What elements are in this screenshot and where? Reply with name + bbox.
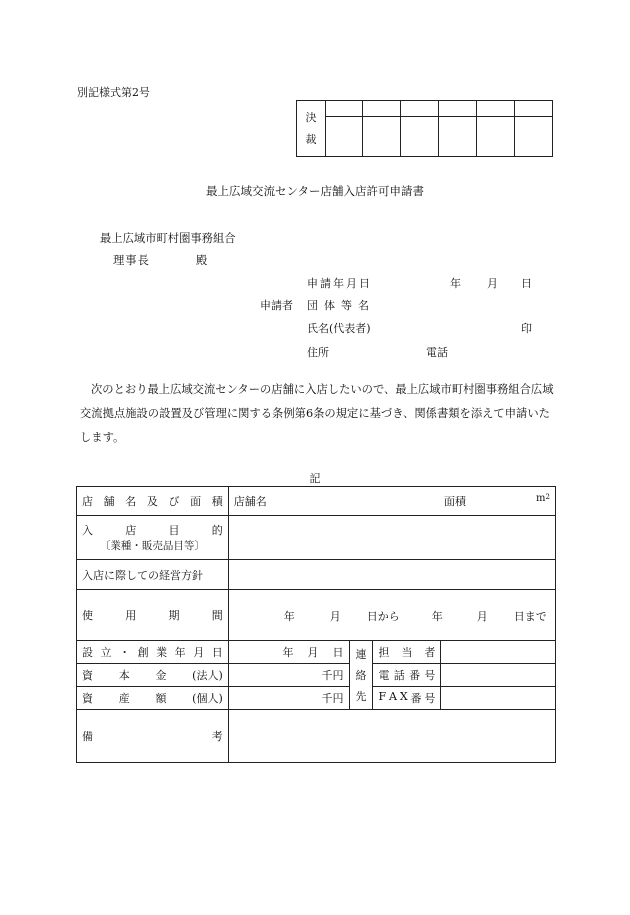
- label-char: X: [399, 690, 408, 703]
- purpose-label-cell: [77, 516, 229, 560]
- approval-label-1: 決: [305, 110, 317, 124]
- stamp-header-cell: [515, 101, 553, 117]
- label-char: A: [389, 690, 397, 703]
- application-date-label: 申請年月日: [307, 277, 372, 290]
- area-unit-sup: 2: [545, 493, 550, 501]
- label-char: 年: [174, 646, 186, 659]
- label-char: 番: [409, 669, 421, 682]
- label-char: 創: [137, 646, 149, 659]
- period-end-year: 年: [431, 610, 443, 623]
- label-char: 本: [118, 669, 130, 682]
- label-char: 面: [190, 495, 202, 508]
- contact-label: [350, 644, 373, 707]
- label-char: (法人): [192, 669, 223, 682]
- contact-person-label-cell: [373, 641, 441, 664]
- period-start-month: 月: [329, 610, 341, 623]
- label-char: 産: [118, 692, 130, 705]
- store-name-area-label-cell: [77, 487, 229, 516]
- label-char: (個人): [192, 692, 223, 705]
- capital-label: [82, 667, 223, 683]
- stamp-cell: [363, 117, 401, 157]
- policy-label: 入店に際しての経営方針: [82, 568, 203, 582]
- established-label-cell: [77, 641, 229, 664]
- label-char: 話: [393, 669, 405, 682]
- assets-value-cell: [228, 687, 349, 710]
- store-name-label: 店舗名: [233, 495, 267, 508]
- document-title: 最上広域交流センター店舗入店許可申請書: [205, 184, 425, 198]
- form-number: 別記様式第2号: [77, 86, 150, 99]
- address-label: 住所: [307, 346, 329, 359]
- label-char: び: [168, 495, 180, 508]
- addressee-honorific: 殿: [196, 254, 208, 267]
- label-char: 店: [82, 495, 93, 508]
- label-char: 資: [82, 692, 93, 705]
- remarks-label: [82, 728, 223, 744]
- assets-label-cell: [77, 687, 229, 710]
- label-char: 間: [211, 609, 223, 622]
- store-name-area-label: [82, 493, 223, 509]
- date-day-unit: 日: [521, 277, 532, 290]
- stamp-header-cell: [326, 101, 363, 117]
- capital-label-cell: [77, 664, 229, 687]
- area-label: 面積: [444, 495, 467, 508]
- label-char: 号: [424, 669, 436, 682]
- established-label: [82, 644, 223, 660]
- label-char: 備: [82, 730, 93, 743]
- contact-label-cell: [349, 641, 373, 710]
- ki-label: 記: [309, 472, 321, 485]
- phone-label: 電話: [426, 346, 448, 359]
- period-row: [234, 608, 550, 622]
- established-value-cell: [228, 641, 349, 664]
- label-char: 使: [82, 609, 93, 622]
- label-char: 積: [211, 495, 223, 508]
- stamp-header-cell: [363, 101, 401, 117]
- addressee-org: 最上広域市町村圏事務組合: [100, 232, 236, 245]
- contact-label-char: 絡: [355, 668, 367, 682]
- approval-label: [297, 101, 326, 157]
- label-char: 担: [378, 646, 390, 659]
- group-name-label: 団体等名: [307, 299, 375, 312]
- contact-fax-value-cell: [441, 687, 556, 710]
- label-char: 額: [155, 692, 167, 705]
- store-name-area-cell: [228, 487, 555, 516]
- label-char: 店: [125, 524, 137, 537]
- label-char: 入: [82, 524, 93, 537]
- area-unit-m: m: [536, 493, 546, 504]
- contact-fax-label: [378, 690, 435, 706]
- established-month-unit: 月: [307, 646, 319, 659]
- assets-unit: 千円: [321, 692, 344, 705]
- label-char: 号: [424, 692, 436, 705]
- addressee-title: 理事長: [113, 254, 150, 267]
- stamp-cell: [326, 117, 363, 157]
- period-from: 日から: [366, 610, 400, 623]
- approval-label-2: 裁: [305, 132, 317, 146]
- contact-fax-label-cell: [373, 687, 441, 710]
- label-char: 電: [378, 669, 390, 682]
- contact-phone-value-cell: [441, 664, 556, 687]
- established-year-unit: 年: [282, 646, 294, 659]
- label-char: 資: [82, 669, 93, 682]
- contact-person-label: [378, 644, 435, 660]
- label-char: 金: [155, 669, 167, 682]
- remarks-label-cell: [77, 710, 229, 763]
- label-char: ・: [119, 646, 131, 659]
- contact-phone-label: [378, 667, 435, 683]
- label-char: F: [378, 690, 387, 703]
- label-char: 舗: [103, 495, 115, 508]
- application-details-table: [76, 486, 556, 763]
- representative-name-label: 氏名(代表者): [307, 322, 371, 335]
- label-char: 番: [410, 692, 422, 705]
- period-label-cell: [77, 590, 229, 641]
- label-char: 設: [82, 646, 93, 659]
- store-name-area-row: [234, 493, 550, 509]
- period-label: [82, 607, 223, 623]
- purpose-sublabel: 〔業種・販売品目等〕: [99, 540, 205, 552]
- stamp-cell: [477, 117, 515, 157]
- stamp-header-cell: [477, 101, 515, 117]
- contact-phone-label-cell: [373, 664, 441, 687]
- date-month-unit: 月: [487, 277, 498, 290]
- label-char: 及: [146, 495, 158, 508]
- label-char: 月: [193, 646, 205, 659]
- purpose-value-cell: [228, 516, 555, 560]
- stamp-cell: [515, 117, 553, 157]
- area-unit: [536, 493, 550, 509]
- stamp-header-cell: [439, 101, 477, 117]
- period-to: 日まで: [513, 610, 547, 623]
- period-value-cell: [228, 590, 555, 641]
- applicant-label: 申請者: [260, 299, 293, 312]
- label-char: 的: [211, 524, 223, 537]
- capital-value-cell: [228, 664, 349, 687]
- stamp-cell: [439, 117, 477, 157]
- remarks-value-cell: [228, 710, 555, 763]
- approval-stamp-box: [296, 100, 553, 157]
- period-start-year: 年: [283, 610, 295, 623]
- contact-label-char: 連: [355, 647, 367, 661]
- established-date-units: [234, 644, 344, 660]
- label-char: 日: [211, 646, 223, 659]
- label-char: 業: [156, 646, 168, 659]
- label-char: 者: [424, 646, 436, 659]
- stamp-cell: [401, 117, 439, 157]
- established-day-unit: 日: [332, 646, 344, 659]
- period-end-month: 月: [476, 610, 488, 623]
- label-char: 期: [168, 609, 180, 622]
- purpose-label: [82, 522, 223, 538]
- capital-unit: 千円: [321, 669, 344, 682]
- stamp-header-cell: [401, 101, 439, 117]
- label-char: 立: [100, 646, 112, 659]
- contact-person-value-cell: [441, 641, 556, 664]
- contact-label-char: 先: [355, 689, 367, 703]
- label-char: 名: [125, 495, 137, 508]
- label-char: 考: [211, 730, 223, 743]
- label-char: 目: [168, 524, 180, 537]
- application-statement: 次のとおり最上広域交流センターの店舗に入店したいので、最上広域市町村圏事務組合広域交流拠点施設の設置及び管理に関する条例第6条の規定に基づき、関係書類を添えて申請いたします。: [80, 383, 554, 444]
- policy-value-cell: [228, 560, 555, 590]
- policy-label-cell: [77, 560, 229, 590]
- date-year-unit: 年: [450, 277, 461, 290]
- label-char: 当: [401, 646, 413, 659]
- label-char: 用: [125, 609, 137, 622]
- assets-label: [82, 690, 223, 706]
- seal-mark: 印: [521, 322, 532, 335]
